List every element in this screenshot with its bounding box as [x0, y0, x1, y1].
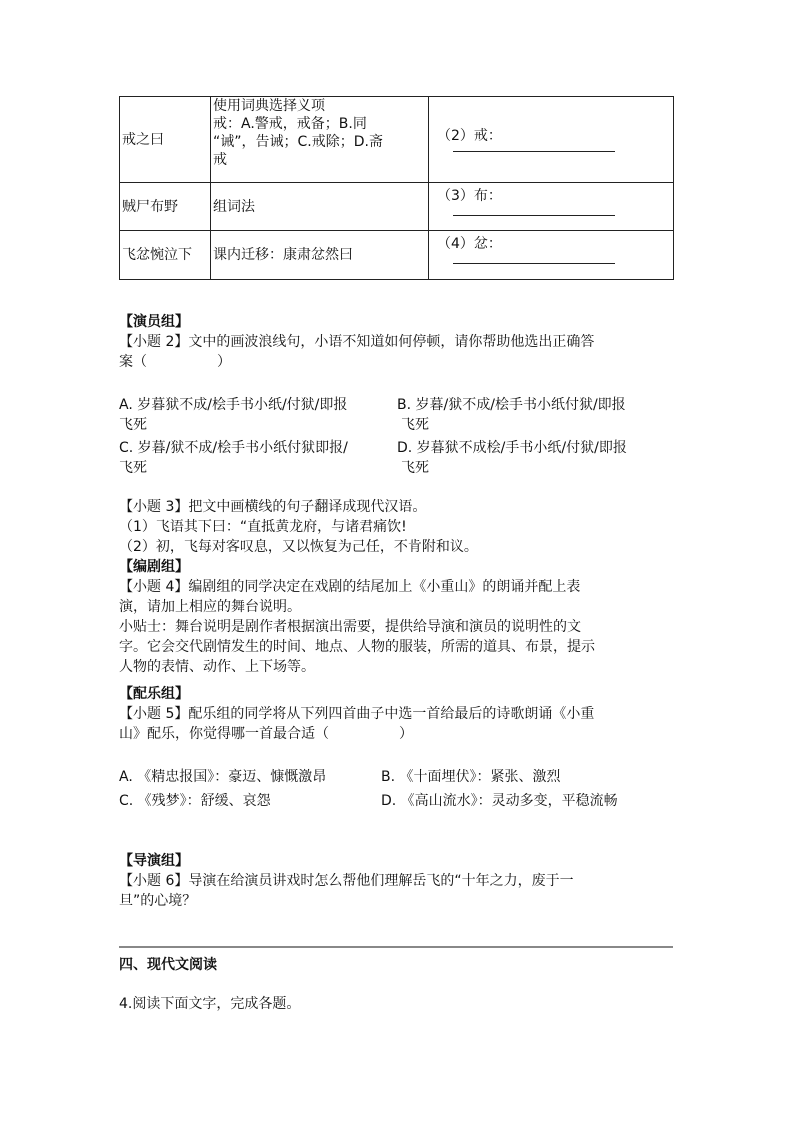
option-c-cont: 飞死	[119, 460, 147, 476]
table-cell-question	[429, 183, 674, 231]
option-c[interactable]: C. 《残梦》：舒缓、哀怨	[119, 793, 271, 809]
table-cell-method: 组词法	[211, 183, 429, 231]
question-label: （3）布：	[437, 188, 502, 204]
tip-text: 小贴士：舞台说明是剧作者根据演出需要，提供给导演和演员的说明性的文	[119, 619, 581, 635]
option-b[interactable]: B. 《十面埋伏》：紧张、激烈	[381, 769, 561, 785]
table-cell-word: 飞忿惋泣下	[120, 231, 211, 280]
section-4	[119, 955, 679, 975]
question-text: 【小题 6】导演在给演员讲戏时怎么帮他们理解岳飞的“十年之力，废于一	[119, 873, 574, 889]
reading-intro	[119, 994, 679, 1014]
question-3	[119, 497, 679, 557]
writer-group	[119, 557, 679, 677]
table-row	[120, 183, 674, 231]
option-a[interactable]: A. 《精忠报国》：豪迈、慷慨激昂	[119, 769, 327, 785]
option-b-cont: 飞死	[401, 417, 429, 433]
table-cell-word: 贼尸布野	[120, 183, 211, 231]
option-d[interactable]: D. 岁暮狱不成桧/手书小纸/付狱/即报	[397, 440, 627, 456]
question-label: （4）忿：	[437, 236, 502, 252]
method-line: “诫”，告诫；C.戒除；D.斋	[213, 134, 383, 150]
tip-text: 字。它会交代剧情发生的时间、地点、人物的服装，所需的道具、布景，提示	[119, 639, 595, 655]
question-text: 【小题 2】文中的画波浪线句，小语不知道如何停顿，请你帮助他选出正确答	[119, 334, 595, 350]
answer-blank[interactable]	[453, 253, 615, 264]
actor-group	[119, 312, 679, 372]
question-text: 旦”的心境？	[119, 893, 197, 909]
table-row	[120, 97, 674, 183]
method-line: 使用词典选择义项	[213, 98, 325, 114]
director-group	[119, 851, 679, 911]
table-cell-question	[429, 231, 674, 280]
table-cell-method: 课内迁移：康肃忿然曰	[211, 231, 429, 280]
question-text: 【小题 4】编剧组的同学决定在戏剧的结尾加上《小重山》的朗诵并配上表	[119, 579, 581, 595]
options-row	[119, 767, 679, 787]
option-a-cont: 飞死	[119, 417, 147, 433]
question-label: （2）戒：	[437, 128, 502, 144]
table-cell-question	[429, 97, 674, 183]
question-text: 【小题 3】把文中画横线的句子翻译成现代汉语。	[119, 499, 427, 515]
group-header: 【导演组】	[119, 853, 189, 869]
answer-blank[interactable]	[453, 205, 615, 216]
method-line: 戒：A.警戒，戒备；B.同	[213, 116, 367, 132]
options-row	[119, 395, 679, 435]
section-divider	[119, 946, 673, 948]
question-text: 山》配乐，你觉得哪一首最合适（ ）	[119, 726, 413, 742]
group-header: 【配乐组】	[119, 686, 189, 702]
music-group	[119, 684, 679, 744]
option-d-cont: 飞死	[401, 460, 429, 476]
vocabulary-table	[119, 96, 674, 280]
option-b[interactable]: B. 岁暮/狱不成/桧手书小纸付狱/即报	[397, 397, 626, 413]
sub-question: （1）飞语其下曰：“直抵黄龙府，与诸君痛饮!	[119, 519, 407, 535]
group-header: 【演员组】	[119, 314, 189, 330]
question-text: 演，请加上相应的舞台说明。	[119, 599, 301, 615]
table-cell-word: 戒之曰	[120, 97, 211, 183]
question-text: 【小题 5】配乐组的同学将从下列四首曲子中选一首给最后的诗歌朗诵《小重	[119, 706, 595, 722]
sub-question: （2）初，飞每对客叹息，又以恢复为己任，不肯附和议。	[119, 539, 478, 555]
table-cell-method	[211, 97, 429, 183]
group-header: 【编剧组】	[119, 559, 189, 575]
options-row	[119, 438, 679, 478]
answer-blank[interactable]	[453, 145, 615, 152]
options-row	[119, 791, 679, 811]
question-text: 4.阅读下面文字，完成各题。	[119, 996, 301, 1012]
question-text: 案（ ）	[119, 354, 231, 370]
option-c[interactable]: C. 岁暮/狱不成/桧手书小纸付狱即报/	[119, 440, 348, 456]
method-line: 戒	[213, 152, 227, 168]
table-row	[120, 231, 674, 280]
tip-text: 人物的表情、动作、上下场等。	[119, 659, 315, 675]
option-d[interactable]: D. 《高山流水》：灵动多变，平稳流畅	[381, 793, 618, 809]
option-a[interactable]: A. 岁暮狱不成/桧手书小纸/付狱/即报	[119, 397, 348, 413]
section-title: 四、现代文阅读	[119, 957, 217, 973]
